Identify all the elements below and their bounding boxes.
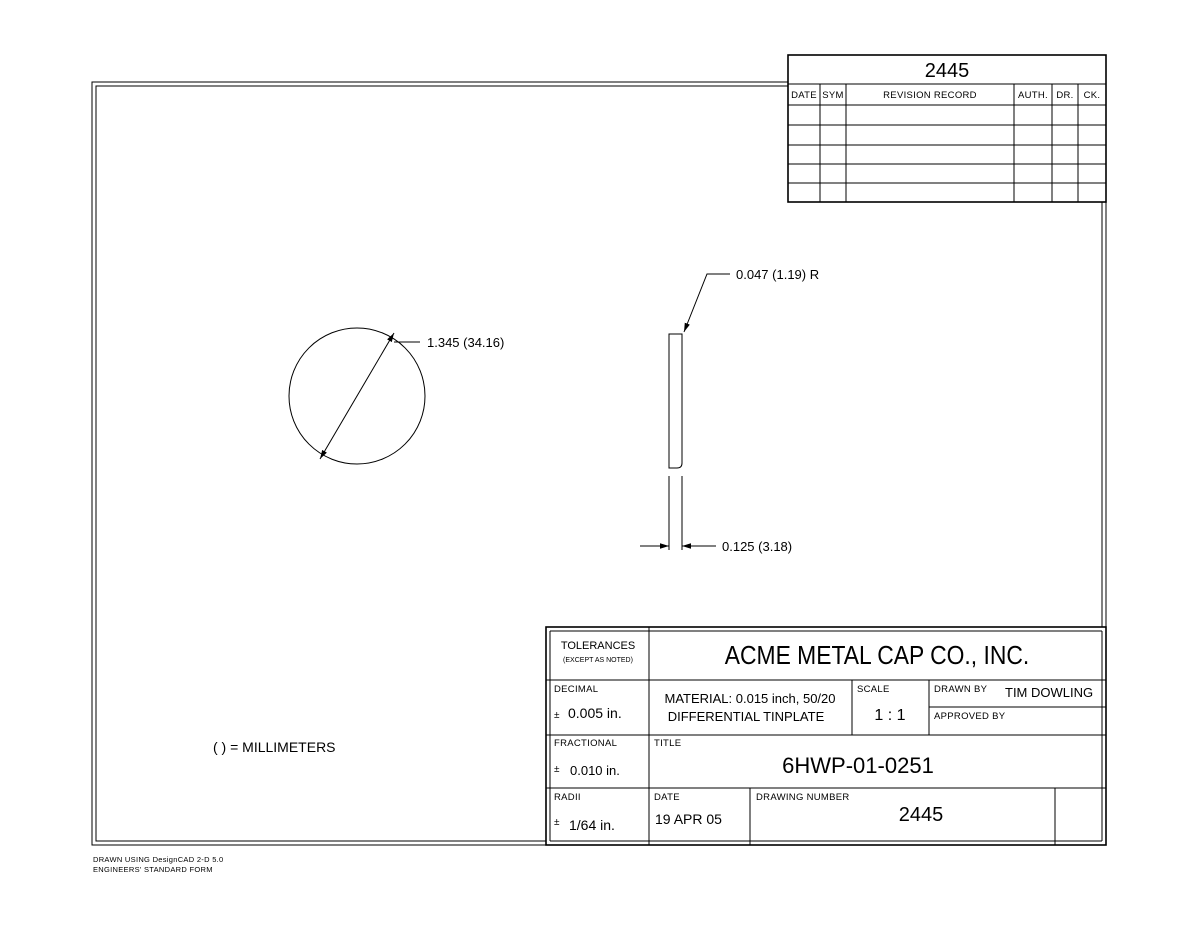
drawing-title: 6HWP-01-0251 <box>782 753 934 778</box>
revision-number: 2445 <box>924 60 970 82</box>
decimal-value: 0.005 in. <box>568 705 622 721</box>
tolerances-note: (EXCEPT AS NOTED) <box>563 657 633 664</box>
edge-view <box>640 267 819 554</box>
revision-block <box>788 55 1106 202</box>
date-value: 19 APR 05 <box>655 811 722 827</box>
fractional-label: FRACTIONAL <box>554 738 618 749</box>
radii-sign: ± <box>554 817 560 828</box>
material-line-2: DIFFERENTIAL TINPLATE <box>667 709 825 724</box>
radii-value: 1/64 in. <box>569 817 615 833</box>
title-block <box>546 627 1106 845</box>
date-label: DATE <box>654 792 680 803</box>
footer-line-1: DRAWN USING DesignCAD 2-D 5.0 <box>93 855 224 864</box>
rev-header-date: DATE <box>791 90 817 101</box>
radius-label: 0.047 (1.19) R <box>736 267 820 282</box>
fractional-value: 0.010 in. <box>570 763 620 778</box>
drawn-by-label: DRAWN BY <box>934 684 988 695</box>
thickness-label: 0.125 (3.18) <box>722 539 793 554</box>
fractional-sign: ± <box>554 764 560 775</box>
scale-value: 1 : 1 <box>874 707 906 724</box>
drawing-number-value: 2445 <box>898 804 944 826</box>
drawing-number-label: DRAWING NUMBER <box>756 792 850 803</box>
edge-outline <box>669 334 682 468</box>
diameter-label: 1.345 (34.16) <box>427 335 505 350</box>
decimal-label: DECIMAL <box>554 684 599 695</box>
rev-header-ck: CK. <box>1083 90 1101 101</box>
sheet-border <box>92 82 1106 845</box>
radii-label: RADII <box>554 792 581 803</box>
company-name: ACME METAL CAP CO., INC. <box>724 641 1030 671</box>
approved-by-label: APPROVED BY <box>934 711 1006 722</box>
tolerances-label: TOLERANCES <box>560 640 636 652</box>
decimal-sign: ± <box>554 710 560 721</box>
radius-leader <box>684 274 730 332</box>
rev-header-sym: SYM <box>822 90 844 101</box>
title-label: TITLE <box>654 738 682 749</box>
rev-header-record: REVISION RECORD <box>883 90 977 101</box>
units-note: ( ) = MILLIMETERS <box>213 739 336 755</box>
diameter-dimension-line <box>320 333 394 459</box>
circle-view <box>289 328 504 464</box>
rev-header-dr: DR. <box>1056 90 1074 101</box>
footer-line-2: ENGINEERS' STANDARD FORM <box>93 865 213 874</box>
rev-header-auth: AUTH. <box>1018 90 1048 101</box>
material-line-1: MATERIAL: 0.015 inch, 50/20 <box>664 691 836 706</box>
scale-label: SCALE <box>857 684 890 695</box>
drawn-by-value: TIM DOWLING <box>1005 685 1094 700</box>
